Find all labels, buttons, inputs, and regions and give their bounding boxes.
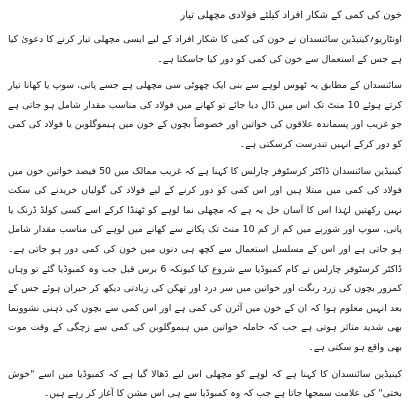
paragraph-iron-fish-description: سائنسدان کے مطابق یہ ٹھوس لوہے سے بنی ایک چھوٹی سی مچھلی ہے جسے پانی، سوپ یا کھانا تیار کرتے ہوئے 10 منٹ تک اس میں ڈال دیا جائے تو کھانے میں فولاد کی مناسب مقدار شامل ہو جاتی ہے جو غریب اور پسماندہ علاقوں کی خواتین اور خصوصاً بچوں کے خون میں ہیموگلوبن یا فولاد کی کمی کو دور کرکے انہیں تندرست کرسکتی ہے۔ [8,80,403,150]
paragraph-doctor-statement: کینیڈین سائنسدان ڈاکٹر کرسٹوفر چارلس کا کہنا ہے کہ غریب ممالک میں 50 فیصد خواتین خون میں فولاد کی کمی میں مبتلا ہیں اور اس کمی کو دور کرنے کے لیے فولاد کی گولیاں خریدنے کی سکت نہیں رکھتیں لہٰذا اس کا آسان حل یہ ہے کہ مچھلی نما لوہے کو ٹھنڈا کرکے اسے کسی کولڈ ڈرنک یا پانی، سوپ اور شوربے میں کم از کم 10 منٹ تک پکانے سے کھانے میں لوہے کی مناسب مقدار شامل ہو جاتی ہے اور اس کے مسلسل استعمال سے کچھ ہی دنوں میں خون کی کمی دور ہو جاتی ہے۔ ڈاکٹر کرسٹوفر چارلس نے کام کمبوڈیا سے شروع کیا کیونکہ 6 برس قبل جب وہ کمبوڈیا گئے تو وہاں کمزور بچوں کی زرد رنگت اور خواتین میں سر درد اور تھکن کی زیادتی دیکھ کر حیران ہوئے جس کے بعد انہیں معلوم ہوا کہ ان کے خون میں آئرن کی کمی ہے اور اس کمی سے بچوں کی ذہنی نشوونما بھی شدید متاثر ہوتی ہے جب کہ حاملہ خواتین میں ہیموگلوبن کی کمی سے زچگی کے وقت موت بھی واقع ہو سکتی ہے۔ [8,165,403,353]
paragraph-fish-shape-reason: کینیڈین سائنسدان کا کہنا ہے کہ لوہے کو مچھلی اس لیے ڈھالا گیا ہے کہ کمبوڈیا میں اسے "خوش بختی" کی علامت سمجھا جاتا ہے جب کہ وہ کمبوڈیا سے ہی اس مشن کا آغاز کر رہے ہیں۔ [8,368,402,400]
article-title: خون کی کمی کے شکار افراد کیلئے فولادی مچھلی تیار [180,10,402,21]
paragraph-intro: اونٹاریو؍کینیڈین سائنسدان نے خون کی کمی کا شکار افراد کے لیے ایسی مچھلی تیار کرنے کا دعویٰ کیا ہے جس کے استعمال سے خون کی کمی کو دور کیا جاسکتا ہے۔ [8,34,402,65]
